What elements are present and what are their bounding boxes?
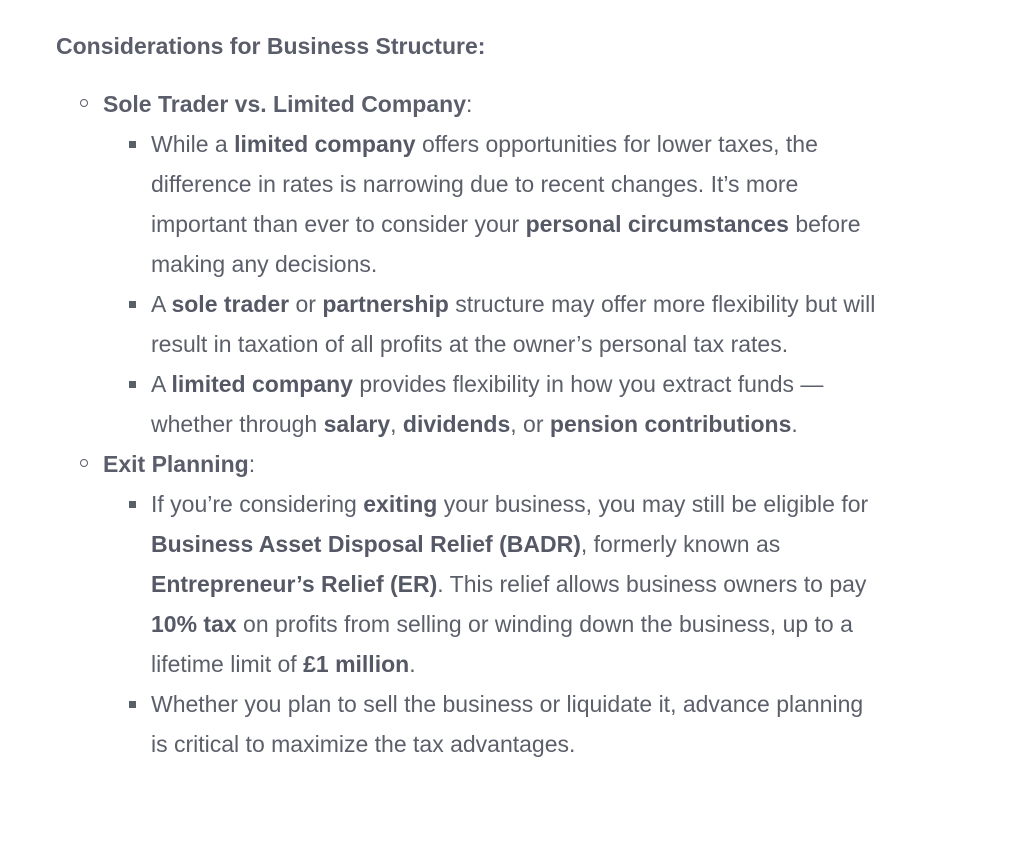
text: . This relief allows business owners to pay: [437, 571, 867, 597]
square-bullet-icon: [129, 701, 136, 708]
topic-list: [56, 84, 968, 764]
topic-sole-trader-vs-limited-company: [103, 84, 968, 444]
bold-text: pension contributions: [549, 411, 792, 437]
bold-text: limited company: [171, 371, 353, 397]
text: before making any decisions.: [151, 211, 861, 277]
bold-text: limited company: [234, 131, 416, 157]
topic-points: [103, 484, 968, 764]
list-item: [151, 364, 881, 444]
text: If you’re considering: [151, 491, 364, 517]
topic-title-suffix: :: [248, 451, 256, 477]
text: A: [151, 291, 172, 317]
bold-text: dividends: [402, 411, 511, 437]
list-item: [151, 284, 881, 364]
text: A: [151, 371, 172, 397]
text: , formerly known as: [580, 531, 781, 557]
bold-text: Business Asset Disposal Relief (BADR): [151, 531, 581, 557]
bold-text: exiting: [363, 491, 438, 517]
bold-text: personal circumstances: [525, 211, 789, 237]
topic-exit-planning: [103, 444, 968, 764]
bold-text: 10% tax: [151, 611, 237, 637]
square-bullet-icon: [129, 501, 136, 508]
square-bullet-icon: [129, 301, 136, 308]
text: provides flexibility in how you extract funds —whether through: [151, 371, 824, 437]
text: offers opportunities for lower taxes, the difference in rates is narrowing due to recent changes. It’s more important than ever to consider your: [151, 131, 818, 237]
text: .: [791, 411, 798, 437]
text: your business, you may still be eligible for: [437, 491, 869, 517]
text: structure may offer more flexibility but will result in taxation of all profits at the owner’s personal tax rates.: [151, 291, 876, 357]
list-item: [151, 684, 881, 764]
topic-points: [103, 124, 968, 444]
bold-text: partnership: [322, 291, 449, 317]
text: ,: [390, 411, 403, 437]
bold-text: sole trader: [171, 291, 290, 317]
topic-title: Sole Trader vs. Limited Company: [103, 91, 466, 117]
list-item: [151, 484, 881, 684]
bold-text: salary: [323, 411, 391, 437]
text: While a: [151, 131, 235, 157]
circle-bullet-icon: [80, 459, 88, 467]
text: on profits from selling or winding down the business, up to a lifetime limit of: [151, 611, 853, 677]
text: Whether you plan to sell the business or liquidate it, advance planning is critical to maximize the tax advantages.: [151, 691, 864, 757]
topic-title: Exit Planning: [103, 451, 249, 477]
text: , or: [510, 411, 550, 437]
bold-text: £1 million: [303, 651, 410, 677]
square-bullet-icon: [129, 141, 136, 148]
circle-bullet-icon: [80, 99, 88, 107]
square-bullet-icon: [129, 381, 136, 388]
topic-title-suffix: :: [466, 91, 473, 117]
list-item: [151, 124, 881, 284]
section-heading: Considerations for Business Structure:: [56, 33, 486, 59]
bold-text: Entrepreneur’s Relief (ER): [151, 571, 438, 597]
text: .: [409, 651, 416, 677]
text: or: [289, 291, 323, 317]
